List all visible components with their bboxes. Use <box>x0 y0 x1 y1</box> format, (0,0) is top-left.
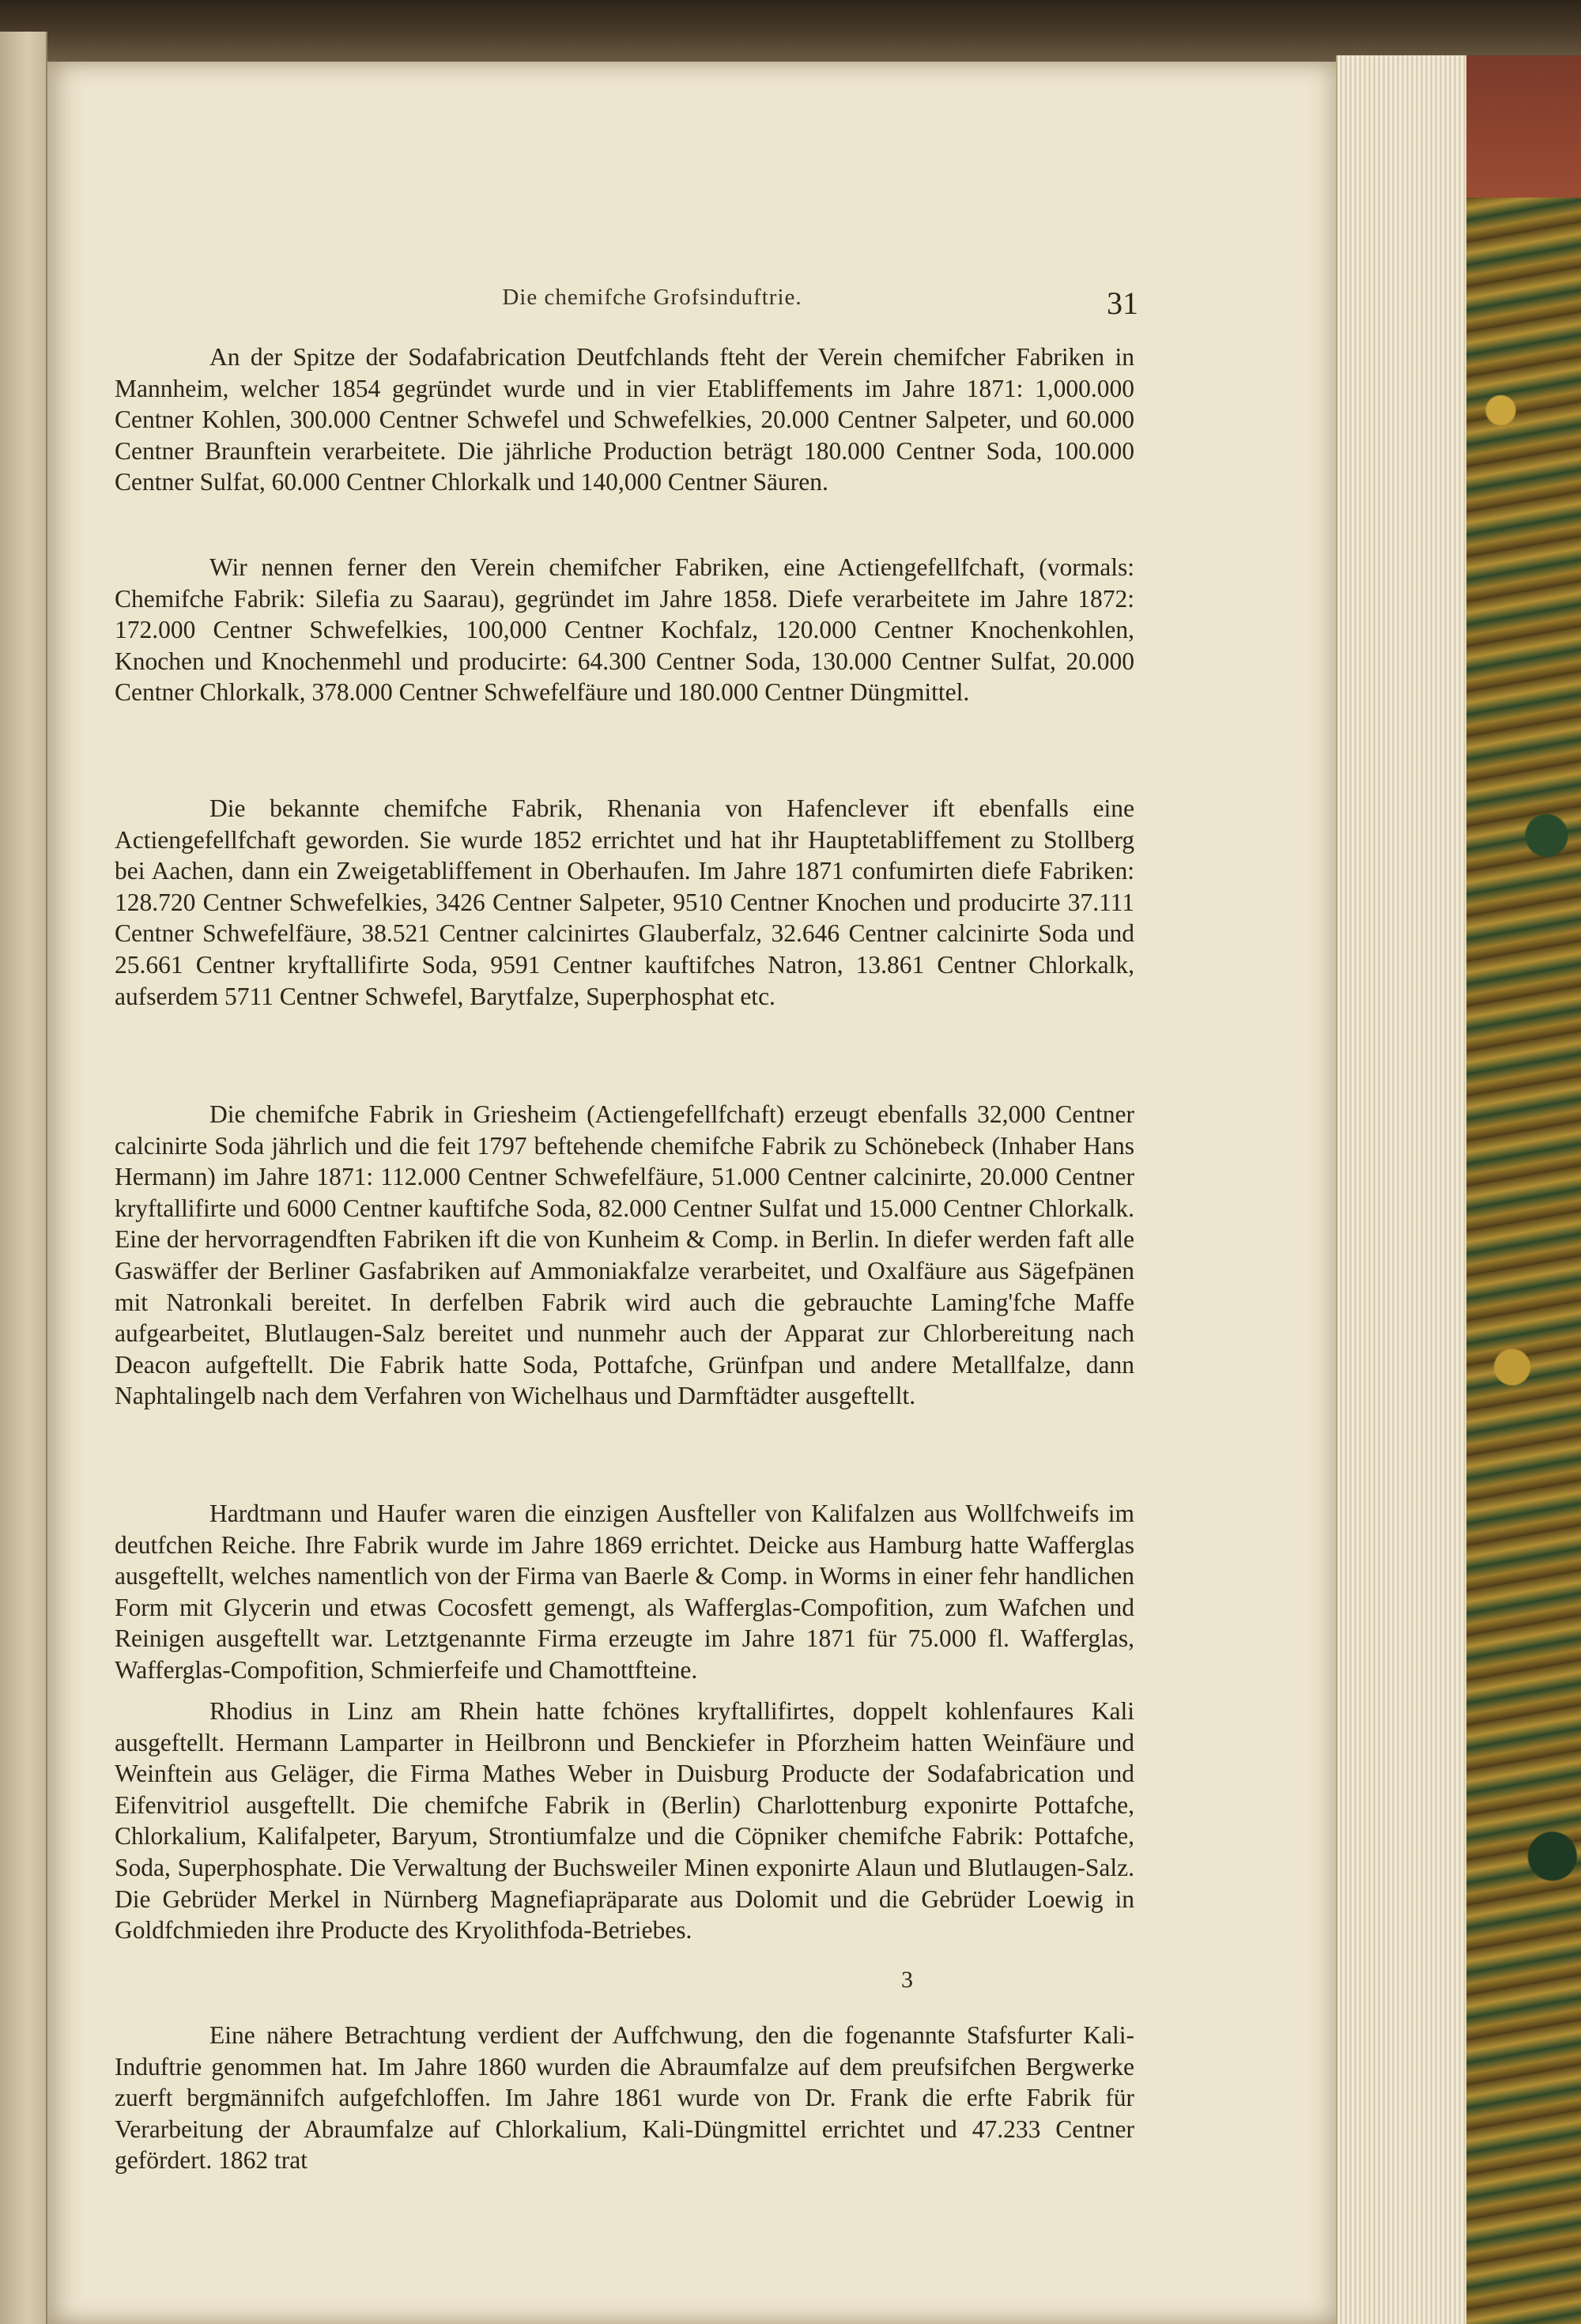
paragraph-5 <box>115 1498 1134 1686</box>
paragraph-text: Rhodius in Linz am Rhein hatte fchönes kryftallifirtes, doppelt kohlenfaures Kali ausgeftellt. Hermann Lamparter in Heilbronn und Benckiefer in Pforzheim hatten Weinfäure und Weinftein aus Geläger, die Firma Mathes Weber in Duisburg Producte der Sodafabrication und Eifenvitriol ausgeftellt. Die chemifche Fabrik in (Berlin) Charlottenburg exponirte Pottafche, Chlorkalium, Kalifalpeter, Baryum, Strontiumfalze und die Cöpniker chemifche Fabrik: Pottafche, Soda, Superphosphate. Die Verwaltung der Buchsweiler Minen exponirte Alaun und Blutlaugen-Salz. Die Gebrüder Merkel in Nürnberg Magnefiapräparate aus Dolomit und die Gebrüder Loewig in Goldfchmieden ihre Producte des Kryolithfoda-Betriebes. <box>115 1697 1134 1945</box>
paragraph-text: An der Spitze der Sodafabrication Deutfchlands fteht der Verein chemifcher Fabriken in Mannheim, welcher 1854 gegründet wurde und in vier Etabliffements im Jahre 1871: 1,000.000 Centner Kohlen, 300.000 Centner Schwefel und Schwefelkies, 20.000 Centner Salpeter, und 60.000 Centner Braunftein verarbeitete. Die jährliche Production beträgt 180.000 Centner Soda, 100.000 Centner Sulfat, 60.000 Centner Chlorkalk und 140,000 Centner Säuren. <box>115 343 1134 496</box>
page-stack-edge <box>1336 55 1468 2324</box>
paragraph-7 <box>115 2020 1134 2176</box>
printer-signature: 3 <box>901 1967 913 1993</box>
paragraph-1 <box>115 341 1134 498</box>
left-page-edge <box>0 32 47 2324</box>
paragraph-text: Wir nennen ferner den Verein chemifcher Fabriken, eine Actiengefellfchaft, (vormals: Chemifche Fabrik: Silefia zu Saarau), gegründet im Jahre 1858. Diefe verarbeitete im Jahre 1872: 172.000 Centner Schwefelkies, 100,000 Centner Kochfalz, 120.000 Centner Knochenkohlen, Knochen und Knochenmehl und producirte: 64.300 Centner Soda, 130.000 Centner Sulfat, 20.000 Centner Chlorkalk, 378.000 Centner Schwefelfäure und 180.000 Centner Düngmittel. <box>115 553 1134 707</box>
paragraph-4 <box>115 1099 1134 1412</box>
paragraph-text: Eine nähere Betrachtung verdient der Auffchwung, den die fogenannte Stafsfurter Kali-Induftrie genommen hat. Im Jahre 1860 wurden die Abraumfalze auf dem preufsifchen Bergwerke zuerft bergmännifch aufgefchloffen. Im Jahre 1861 wurde von Dr. Frank die erfte Fabrik für Verarbeitung der Abraumfalze auf Chlorkalium, Kali-Düngmittel errichtet und 47.233 Centner gefördert. 1862 trat <box>115 2021 1134 2175</box>
paragraph-2 <box>115 552 1134 708</box>
cover-edge <box>1466 55 1581 198</box>
paragraph-3 <box>115 793 1134 1012</box>
paragraph-text: Hardtmann und Haufer waren die einzigen Ausfteller von Kalifalzen aus Wollfchweifs im deutfchen Reiche. Ihre Fabrik wurde im Jahre 1869 errichtet. Deicke aus Hamburg hatte Wafferglas ausgeftellt, welches namentlich von der Firma van Baerle & Comp. in Worms in einer fehr handlichen Form mit Glycerin und etwas Cocosfett gemengt, als Wafferglas-Compofition, zum Wafchen und Reinigen ausgeftellt war. Letztgenannte Firma erzeugte im Jahre 1871 für 75.000 fl. Wafferglas, Wafferglas-Compofition, Schmierfeife und Chamottfteine. <box>115 1500 1134 1684</box>
marbled-edge <box>1466 198 1581 2324</box>
book-spine-shadow <box>0 0 1581 63</box>
paragraph-text: Die chemifche Fabrik in Griesheim (Actiengefellfchaft) erzeugt ebenfalls 32,000 Centner calcinirte Soda jährlich und die feit 1797 beftehende chemifche Fabrik zu Schönebeck (Inhaber Hans Hermann) im Jahre 1871: 112.000 Centner Schwefelfäure, 51.000 Centner calcinirte, 20.000 Centner kryftallifirte und 6000 Centner kauftifche Soda, 82.000 Centner Sulfat und 15.000 Centner Chlorkalk. Eine der hervorragendften Fabriken ift die von Kunheim & Comp. in Berlin. In diefer werden faft alle Gaswäffer der Berliner Gasfabriken auf Ammoniakfalze verarbeitet, und Oxalfäure aus Sägefpänen mit Natronkali bereitet. In derfelben Fabrik wird auch die gebrauchte Laming'fche Maffe aufgearbeitet, Blutlaugen-Salz bereitet und nunmehr auch der Apparat zur Chlorbereitung nach Deacon aufgeftellt. Die Fabrik hatte Soda, Pottafche, Grünfpan und andere Metallfalze, dann Naphtalingelb nach dem Verfahren von Wichelhaus und Darmftädter ausgeftellt. <box>115 1100 1134 1410</box>
paragraph-text: Die bekannte chemifche Fabrik, Rhenania von Hafenclever ift ebenfalls eine Actiengefellfchaft geworden. Sie wurde 1852 errichtet und hat ihr Hauptetabliffement zu Stollberg bei Aachen, dann ein Zweigetabliffement in Oberhaufen. Im Jahre 1871 confumirten diefe Fabriken: 128.720 Centner Schwefelkies, 3426 Centner Salpeter, 9510 Centner Knochen und producirte 37.111 Centner Schwefelfäure, 38.521 Centner calcinirtes Glauberfalz, 32.646 Centner calcinirte Soda und 25.661 Centner kryftallifirte Soda, 9591 Centner kauftifches Natron, 13.861 Centner Chlorkalk, aufserdem 5711 Centner Schwefel, Barytfalze, Superphosphat etc. <box>115 794 1134 1010</box>
page-number: 31 <box>1107 285 1138 321</box>
paragraph-6 <box>115 1696 1134 1946</box>
running-head: Die chemifche Grofsinduftrie. <box>502 285 802 310</box>
